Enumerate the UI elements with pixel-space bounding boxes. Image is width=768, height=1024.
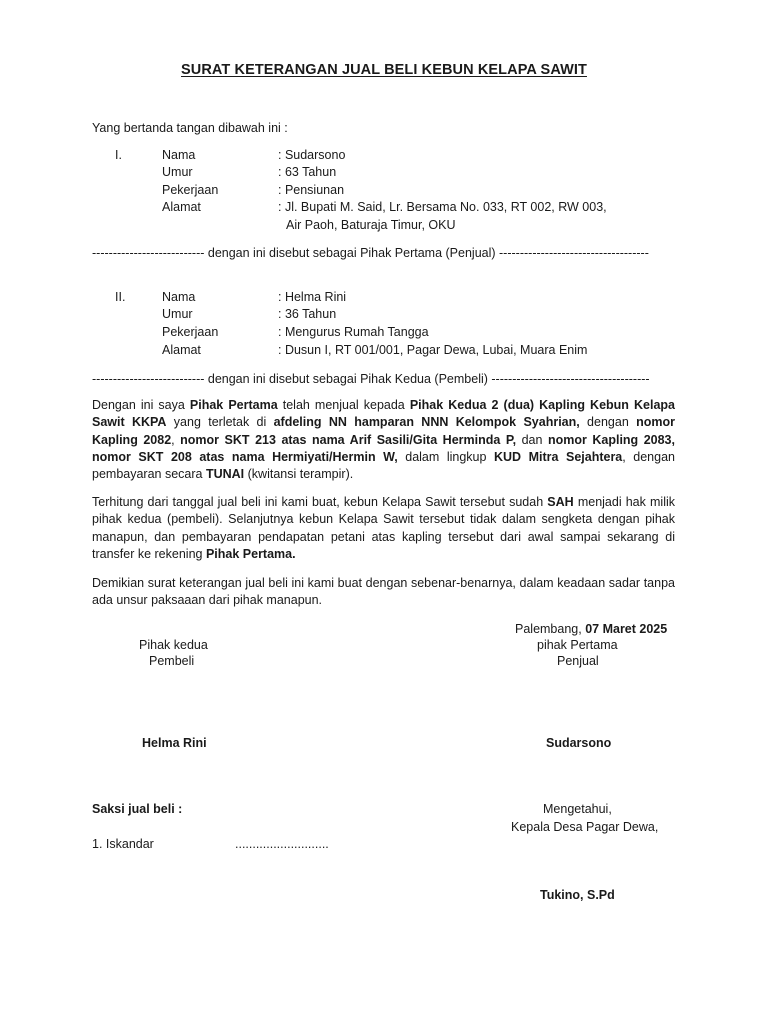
party-2-age-label: Umur (162, 307, 193, 321)
party-2-address-value: : Dusun I, RT 001/001, Pagar Dewa, Lubai, Muara Enim (278, 343, 588, 357)
witness-item-1: 1. Iskandar (92, 837, 154, 851)
party-1-age-value: : 63 Tahun (278, 165, 337, 179)
text-run: dengan (579, 415, 637, 430)
witness-signature-dots: ........................... (235, 837, 329, 851)
bold-text-run: Pihak Kedua 2 (dua) Kapling Kebun Kelapa Sawit KKPA (92, 398, 675, 430)
bold-text-run: afdeling NN hamparan NNN Kelompok Syahrian, (273, 415, 580, 430)
party-1-address-line2: Air Paoh, Baturaja Timur, OKU (286, 218, 456, 232)
document-title: SURAT KETERANGAN JUAL BELI KEBUN KELAPA SAWIT (181, 62, 587, 78)
right-signatory-name: Sudarsono (546, 736, 612, 750)
body-paragraph-3 (92, 575, 675, 610)
bold-text-run: nomor Kapling 2083, nomor SKT 208 atas nama Hermiyati/Hermin W, (92, 432, 675, 464)
party-2-address-label: Alamat (162, 343, 201, 357)
left-role-1: Pihak kedua (139, 638, 208, 652)
party-1-address-value: : Jl. Bupati M. Said, Lr. Bersama No. 033, RT 002, RW 003, (278, 200, 607, 214)
signature-place-date (515, 621, 667, 638)
bold-text-run: nomor SKT 213 atas nama Arif Sasili/Gita Herminda P, (180, 432, 517, 447)
text-run: , dengan pembayaran secara (92, 449, 675, 482)
party-1-name-label: Nama (162, 148, 196, 162)
text-run: (kwitansi terampir). (244, 467, 354, 482)
right-role-1: pihak Pertama (537, 638, 618, 652)
party-1-name-value: : Sudarsono (278, 148, 346, 162)
body-paragraph-2 (92, 494, 675, 563)
left-role-2: Pembeli (149, 654, 195, 668)
party-1-number: I. (115, 148, 122, 162)
party-1-divider: --------------------------- dengan ini disebut sebagai Pihak Pertama (Penjual) ------------------------------------ (92, 246, 649, 260)
signature-date: 07 Maret 2025 (585, 622, 668, 636)
party-2-name-label: Nama (162, 290, 196, 304)
bold-text-run: Pihak Pertama. (205, 546, 296, 561)
party-2-job-value: : Mengurus Rumah Tangga (278, 325, 429, 339)
bold-text-run: Pihak Pertama (189, 398, 278, 412)
left-signatory-name: Helma Rini (142, 736, 207, 750)
party-1-job-value: : Pensiunan (278, 183, 345, 197)
party-2-age-value: : 36 Tahun (278, 307, 337, 321)
text-run: telah menjual kepada (277, 398, 410, 412)
body-paragraph-1 (92, 397, 675, 483)
bold-text-run: SAH (547, 495, 574, 509)
text-run: Terhitung dari tanggal jual beli ini kami buat, kebun Kelapa Sawit tersebut sudah (92, 495, 548, 509)
right-role-2: Penjual (557, 654, 599, 668)
text-run: menjadi hak milik pihak kedua (pembeli). Selanjutnya kebun Kelapa Sawit tersebut tidak dalam sengketa dengan pihak manapun, dan pembayaran pendapatan petani atas kapling tersebut dari awal sampai sekarang di transfer ke rekening (92, 495, 676, 561)
bold-text-run: TUNAI (205, 467, 245, 482)
text-run: Dengan ini saya (92, 398, 190, 412)
bold-text-run: KUD Mitra Sejahtera (493, 449, 623, 464)
village-head-name: Tukino, S.Pd (540, 888, 615, 902)
signature-place: Palembang, (515, 622, 582, 636)
party-2-divider: --------------------------- dengan ini disebut sebagai Pihak Kedua (Pembeli) -------------------------------------- (92, 372, 650, 386)
party-1-age-label: Umur (162, 165, 193, 179)
text-run: , (171, 432, 181, 447)
witness-heading: Saksi jual beli : (92, 802, 183, 816)
party-2-job-label: Pekerjaan (162, 325, 219, 339)
text-run: dan (516, 432, 548, 447)
text-run: dalam lingkup (397, 449, 494, 464)
acknowledge-label: Mengetahui, (543, 802, 612, 816)
intro-text: Yang bertanda tangan dibawah ini : (92, 121, 288, 135)
party-2-number: II. (115, 290, 126, 304)
bold-text-run: nomor Kapling 2082 (92, 415, 675, 447)
text-run: yang terletak di (166, 415, 274, 430)
village-head-title: Kepala Desa Pagar Dewa, (511, 820, 659, 834)
text-run: Demikian surat keterangan jual beli ini kami buat dengan sebenar-benarnya, dalam keadaan sadar tanpa ada unsur paksaaan dari pihak manapun. (92, 576, 675, 608)
party-1-address-label: Alamat (162, 200, 201, 214)
party-1-job-label: Pekerjaan (162, 183, 219, 197)
party-2-name-value: : Helma Rini (278, 290, 347, 304)
